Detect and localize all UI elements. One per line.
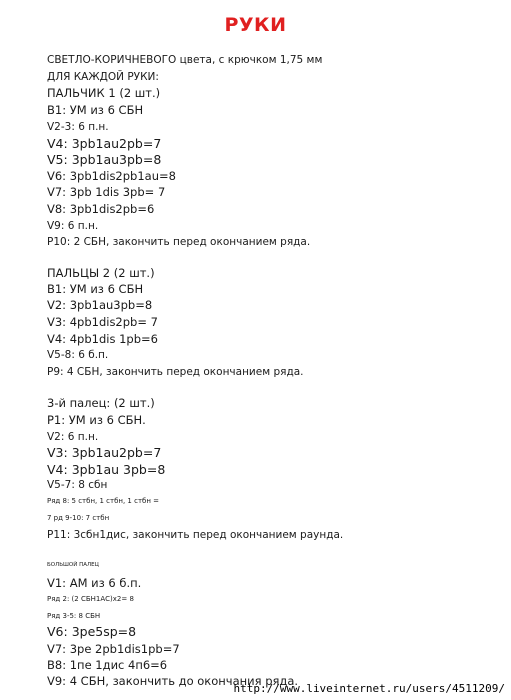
row-line: V1: АМ из 6 б.п. — [47, 576, 142, 590]
section-heading-thumb: БОЛЬШОЙ ПАЛЕЦ — [47, 562, 99, 568]
row-line: V6: 3pb1dis2pb1au=8 — [47, 169, 176, 183]
row-line: Ряд 8: 5 стбн, 1 стбн, 1 стбн = — [47, 497, 160, 505]
intro-color-line: СВЕТЛО-КОРИЧНЕВОГО цвета, с крючком 1,75 мм — [47, 54, 323, 66]
row-line: V4: 3pb1au 3pb=8 — [47, 462, 166, 477]
row-line: Ряд 2: (2 СБН1АС)x2= 8 — [47, 595, 134, 603]
row-line: V5: 3pb1au3pb=8 — [47, 152, 162, 167]
row-line: V5-7: 8 сбн — [47, 479, 108, 491]
page-title: РУКИ — [224, 14, 287, 36]
row-line: V2: 3pb1au3pb=8 — [47, 298, 153, 312]
section-heading-finger1: ПАЛЬЧИК 1 (2 шт.) — [47, 86, 161, 100]
row-line: В1: УМ из 6 СБН — [47, 282, 144, 296]
row-line: P11: 3сбн1дис, закончить перед окончанием раунда. — [47, 529, 344, 541]
row-line: V5-8: 6 б.п. — [47, 349, 109, 361]
row-line: Ряд 3-5: 8 СБН — [47, 612, 101, 620]
row-line: V8: 3pb1dis2pb=6 — [47, 202, 155, 216]
row-line: P1: УМ из 6 СБН. — [47, 413, 146, 427]
intro-each-hand: ДЛЯ КАЖДОЙ РУКИ: — [47, 71, 159, 83]
row-line: P10: 2 СБН, закончить перед окончанием ряда. — [47, 236, 311, 248]
row-line: В8: 1пе 1дис 4п6=6 — [47, 658, 168, 672]
row-line: V9: 4 СБН, закончить до окончания ряда. — [47, 674, 299, 688]
section-heading-finger3: 3-й палец: (2 шт.) — [47, 396, 155, 410]
row-line: V3: 3pb1au2pb=7 — [47, 445, 162, 460]
row-line: V7: 3pb 1dis 3pb= 7 — [47, 185, 166, 199]
row-line: V7: 3pe 2pb1dis1pb=7 — [47, 642, 180, 656]
row-line: V3: 4pb1dis2pb= 7 — [47, 315, 158, 329]
row-line: V6: 3pe5sp=8 — [47, 624, 137, 639]
row-line: В1: УМ из 6 СБН — [47, 103, 144, 117]
row-line: V2-3: 6 п.н. — [47, 121, 109, 133]
row-line: V9: 6 п.н. — [47, 220, 99, 232]
row-line: V4: 4pb1dis 1pb=6 — [47, 332, 158, 346]
row-line: V2: 6 п.н. — [47, 431, 99, 443]
section-heading-fingers2: ПАЛЬЦЫ 2 (2 шт.) — [47, 266, 155, 280]
row-line: V4: 3pb1au2pb=7 — [47, 136, 162, 151]
row-line: P9: 4 СБН, закончить перед окончанием ряда. — [47, 366, 304, 378]
watermark-url: http://www.liveinternet.ru/users/4511209/ — [233, 682, 505, 695]
row-line: 7 рд 9-10: 7 стбн — [47, 514, 110, 522]
